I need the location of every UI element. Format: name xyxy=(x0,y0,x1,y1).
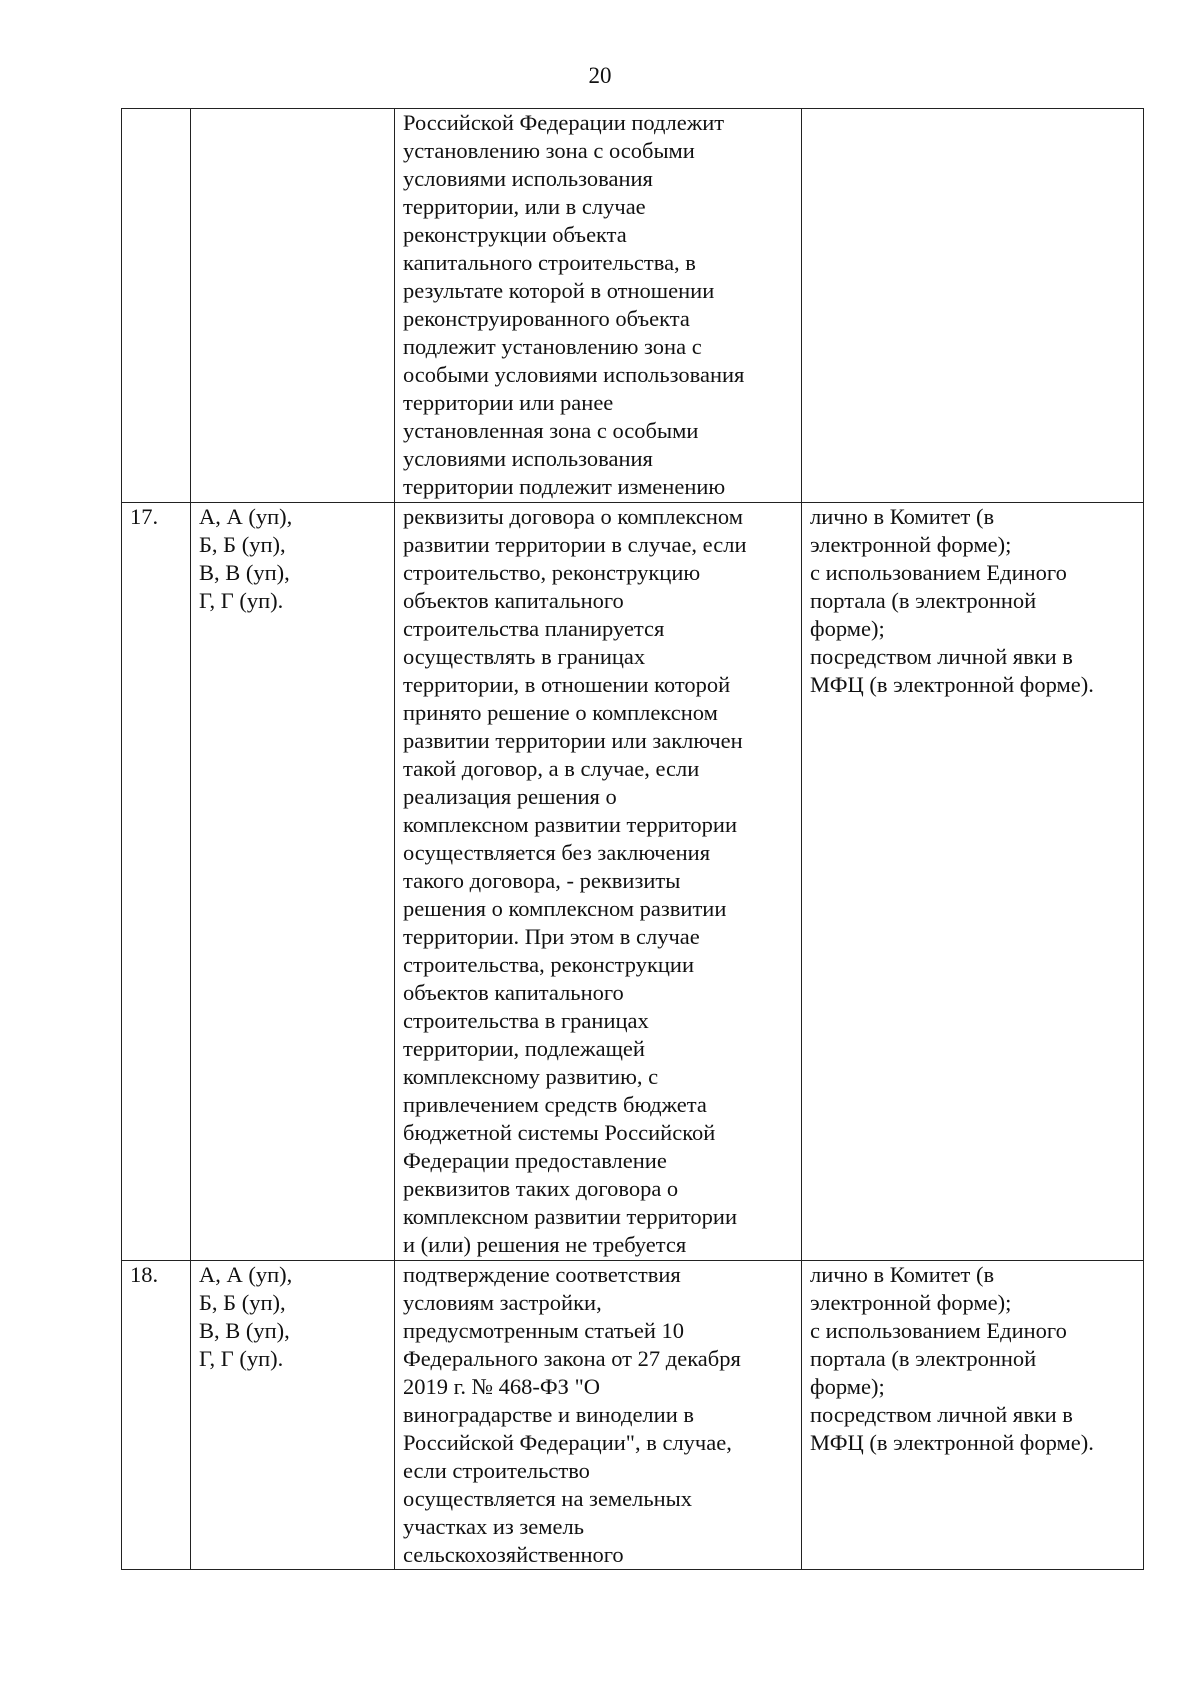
method-cell xyxy=(802,109,1144,503)
cell-text-line: Федерации предоставление xyxy=(403,1148,667,1173)
method-cell xyxy=(802,503,1144,1261)
cell-text-line: посредством личной явки в xyxy=(810,644,1073,669)
cell-text-line: портала (в электронной xyxy=(810,588,1037,613)
cell-text-line: МФЦ (в электронной форме). xyxy=(810,672,1094,697)
cell-text-line: территории или ранее xyxy=(403,390,614,415)
cell-text-line: реквизитов таких договора о xyxy=(403,1176,679,1201)
cell-text-line: бюджетной системы Российской xyxy=(403,1120,716,1145)
requirements-table xyxy=(121,108,1144,1570)
table-row xyxy=(122,109,1144,503)
table-row xyxy=(122,1261,1144,1570)
cell-text-line: комплексном развитии территории xyxy=(403,1204,737,1229)
cell-text-line: условиями использования xyxy=(403,446,653,471)
cell-text-line: А, А (уп), xyxy=(199,504,293,529)
cell-text-line: Б, Б (уп), xyxy=(199,532,286,557)
cell-text-line: территории. При этом в случае xyxy=(403,924,700,949)
codes-cell xyxy=(191,1261,395,1570)
cell-text-line: комплексном развитии территории xyxy=(403,812,737,837)
cell-text-line: портала (в электронной xyxy=(810,1346,1037,1371)
cell-text-line: комплексному развитию, с xyxy=(403,1064,659,1089)
cell-text-line: реализация решения о xyxy=(403,784,617,809)
cell-text-line: строительства в границах xyxy=(403,1008,649,1033)
cell-text-line: виноградарстве и виноделии в xyxy=(403,1402,694,1427)
cell-text-line: такого договора, - реквизиты xyxy=(403,868,681,893)
cell-text-line: электронной форме); xyxy=(810,1290,1012,1315)
cell-text-line: осуществляется на земельных xyxy=(403,1486,693,1511)
cell-text-line: реконструкции объекта xyxy=(403,222,627,247)
cell-text-line: объектов капитального xyxy=(403,588,624,613)
info-cell xyxy=(395,109,802,503)
page-number: 20 xyxy=(588,63,612,88)
cell-text-line: А, А (уп), xyxy=(199,1262,293,1287)
cell-text-line: Б, Б (уп), xyxy=(199,1290,286,1315)
cell-text-line: особыми условиями использования xyxy=(403,362,745,387)
cell-text-line: подтверждение соответствия xyxy=(403,1262,681,1287)
cell-text-line: Г, Г (уп). xyxy=(199,1346,284,1371)
row-number-cell: 18. xyxy=(122,1261,191,1570)
cell-text-line: Российской Федерации", в случае, xyxy=(403,1430,732,1455)
cell-text-line: лично в Комитет (в xyxy=(810,1262,995,1287)
cell-text-line: территории, подлежащей xyxy=(403,1036,645,1061)
cell-text-line: если строительство xyxy=(403,1458,590,1483)
cell-text-line: строительства, реконструкции xyxy=(403,952,694,977)
cell-text-line: условиями использования xyxy=(403,166,653,191)
cell-text-line: Федерального закона от 27 декабря xyxy=(403,1346,741,1371)
table-row xyxy=(122,503,1144,1261)
cell-text-line: условиям застройки, xyxy=(403,1290,602,1315)
cell-text-line: с использованием Единого xyxy=(810,1318,1067,1343)
cell-text-line: сельскохозяйственного xyxy=(403,1542,624,1567)
cell-text-line: форме); xyxy=(810,1374,885,1399)
cell-text-line: и (или) решения не требуется xyxy=(403,1232,687,1257)
cell-text-line: предусмотренным статьей 10 xyxy=(403,1318,685,1343)
cell-text-line: объектов капитального xyxy=(403,980,624,1005)
info-cell xyxy=(395,1261,802,1570)
codes-cell xyxy=(191,109,395,503)
cell-text-line: форме); xyxy=(810,616,885,641)
cell-text-line: установленная зона с особыми xyxy=(403,418,699,443)
row-number-cell: 17. xyxy=(122,503,191,1261)
cell-text-line: развитии территории или заключен xyxy=(403,728,743,753)
cell-text-line: с использованием Единого xyxy=(810,560,1067,585)
cell-text-line: Г, Г (уп). xyxy=(199,588,284,613)
cell-text-line: электронной форме); xyxy=(810,532,1012,557)
info-cell xyxy=(395,503,802,1261)
cell-text-line: территории, или в случае xyxy=(403,194,646,219)
row-number-cell xyxy=(122,109,191,503)
cell-text-line: посредством личной явки в xyxy=(810,1402,1073,1427)
cell-text-line: территории подлежит изменению xyxy=(403,474,726,499)
cell-text-line: принято решение о комплексном xyxy=(403,700,718,725)
cell-text-line: установлению зона с особыми xyxy=(403,138,695,163)
cell-text-line: осуществляется без заключения xyxy=(403,840,711,865)
cell-text-line: осуществлять в границах xyxy=(403,644,646,669)
method-cell xyxy=(802,1261,1144,1570)
cell-text-line: строительство, реконструкцию xyxy=(403,560,701,585)
cell-text-line: результате которой в отношении xyxy=(403,278,715,303)
cell-text-line: реконструированного объекта xyxy=(403,306,690,331)
cell-text-line: такой договор, а в случае, если xyxy=(403,756,700,781)
cell-text-line: В, В (уп), xyxy=(199,1318,290,1343)
codes-cell xyxy=(191,503,395,1261)
cell-text-line: В, В (уп), xyxy=(199,560,290,585)
cell-text-line: территории, в отношении которой xyxy=(403,672,731,697)
cell-text-line: Российской Федерации подлежит xyxy=(403,110,725,135)
cell-text-line: строительства планируется xyxy=(403,616,665,641)
cell-text-line: участках из земель xyxy=(403,1514,584,1539)
cell-text-line: МФЦ (в электронной форме). xyxy=(810,1430,1094,1455)
cell-text-line: развитии территории в случае, если xyxy=(403,532,747,557)
cell-text-line: 2019 г. № 468-ФЗ "О xyxy=(403,1374,601,1399)
cell-text-line: реквизиты договора о комплексном xyxy=(403,504,743,529)
cell-text-line: лично в Комитет (в xyxy=(810,504,995,529)
cell-text-line: капитального строительства, в xyxy=(403,250,696,275)
cell-text-line: привлечением средств бюджета xyxy=(403,1092,707,1117)
cell-text-line: подлежит установлению зона с xyxy=(403,334,702,359)
cell-text-line: решения о комплексном развитии xyxy=(403,896,727,921)
